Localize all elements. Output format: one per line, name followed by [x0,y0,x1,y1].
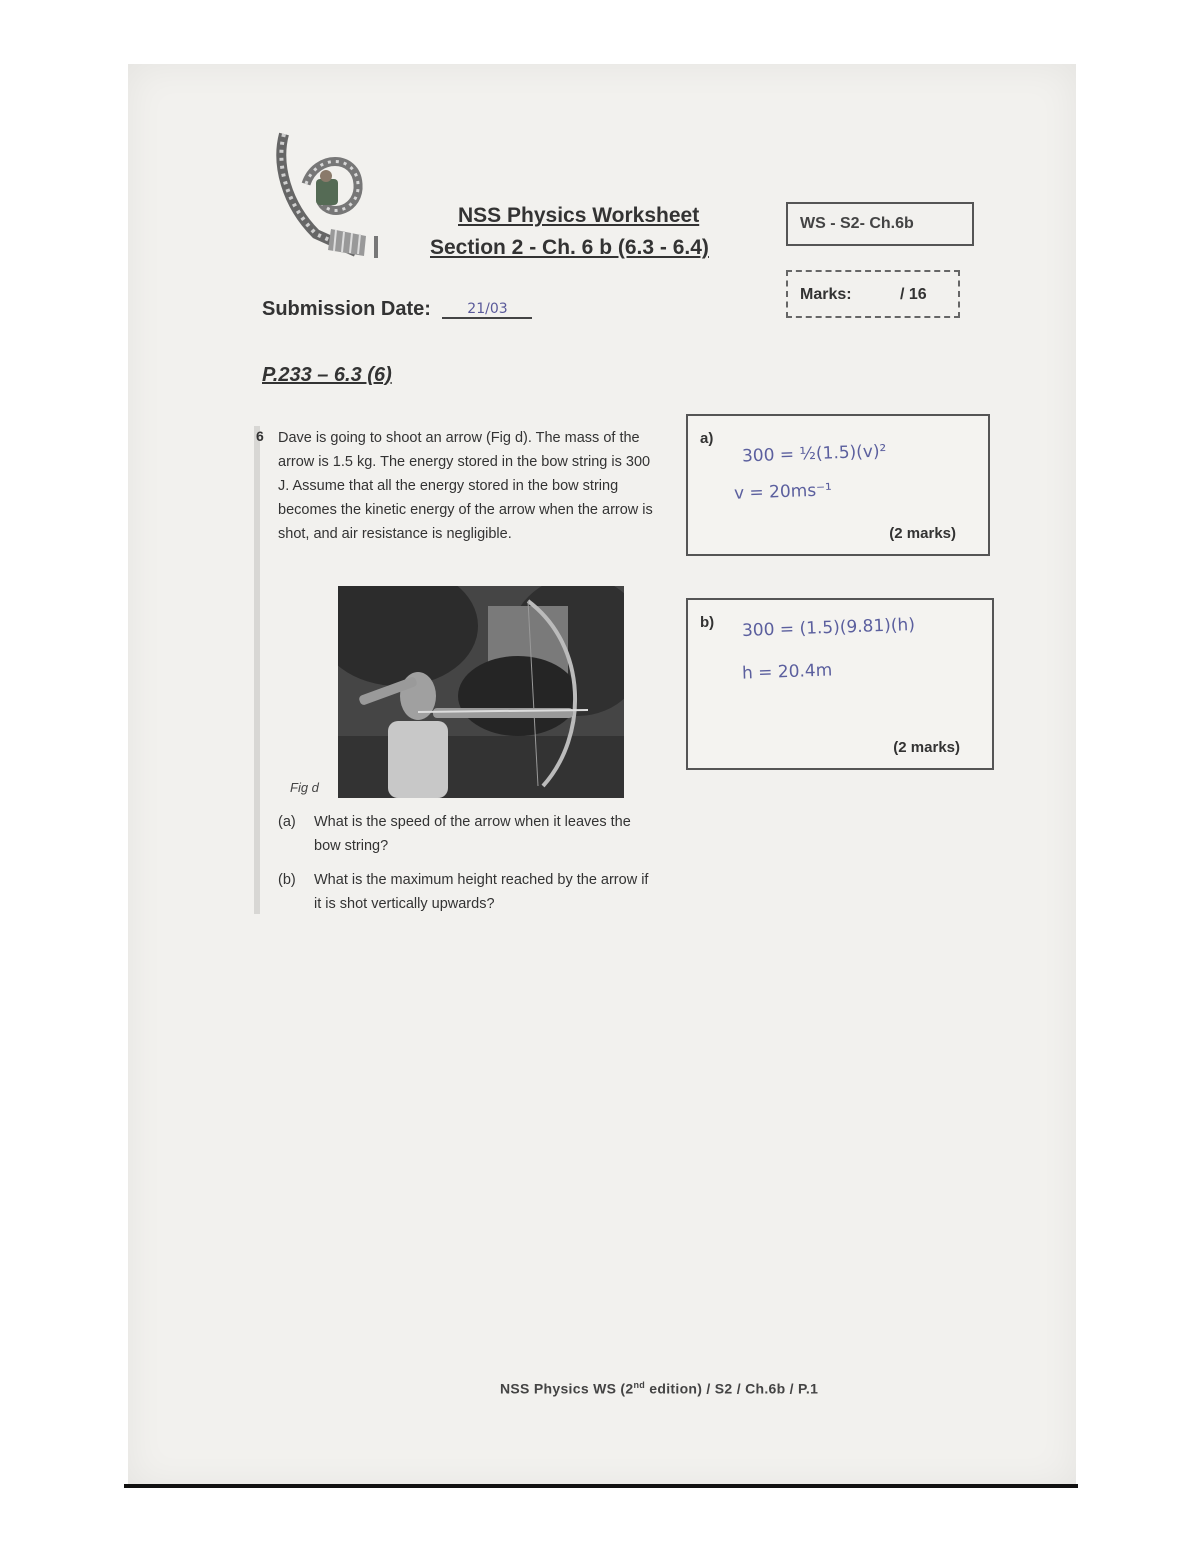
question-number: 6 [256,428,264,444]
roller-coaster-logo-icon [276,124,386,264]
worksheet-code-box: WS - S2- Ch.6b [786,202,974,246]
answer-b-label: b) [700,614,715,631]
question-side-bar [254,426,260,914]
part-b-text: What is the maximum height reached by the arrow if it is shot vertically upwards? [314,872,649,912]
worksheet-title: NSS Physics Worksheet [458,204,700,227]
archer-photo [338,586,624,798]
answer-b-marks: (2 marks) [893,739,960,756]
marks-total: / 16 [900,286,927,303]
part-a-text: What is the speed of the arrow when it leaves the bow string? [314,814,631,854]
answer-b-line2: h = 20.4m [741,660,833,684]
answer-a-line1: 300 = ½(1.5)(v)² [741,441,887,467]
answer-box-a [686,414,990,556]
question-part-b [278,868,658,916]
answer-b-line1: 300 = (1.5)(9.81)(h) [741,614,916,642]
footer-superscript: nd [633,1380,646,1390]
question-text: Dave is going to shoot an arrow (Fig d). The mass of the arrow is 1.5 kg. The energy stored in the bow string is 300 J. Assume that all the energy stored in the bow string becomes the kinetic energy of the arrow when the arrow is shot, and air resistance is negligible. [278,430,653,542]
submission-date-label: Submission Date: [262,298,431,320]
worksheet-subtitle: Section 2 - Ch. 6 b (6.3 - 6.4) [430,236,709,259]
marks-label: Marks: [800,286,852,303]
section-reference: P.233 – 6.3 (6) [262,364,392,386]
question-part-a [278,810,658,858]
footer-text-end: edition) / S2 / Ch.6b / P.1 [645,1380,819,1397]
figure-label: Fig d [290,780,319,795]
answer-a-label: a) [700,430,714,447]
submission-date-value: 21/03 [442,301,532,319]
answer-a-marks: (2 marks) [889,525,956,542]
answer-a-line2: v = 20ms⁻¹ [733,480,833,504]
submission-date [262,298,532,321]
marks-box [786,270,960,318]
part-a-tag: (a) [278,814,296,830]
page-footer [500,1380,818,1397]
footer-text-start: NSS Physics WS (2 [500,1380,634,1397]
page-bottom-edge [124,1484,1078,1488]
part-b-tag: (b) [278,872,296,888]
